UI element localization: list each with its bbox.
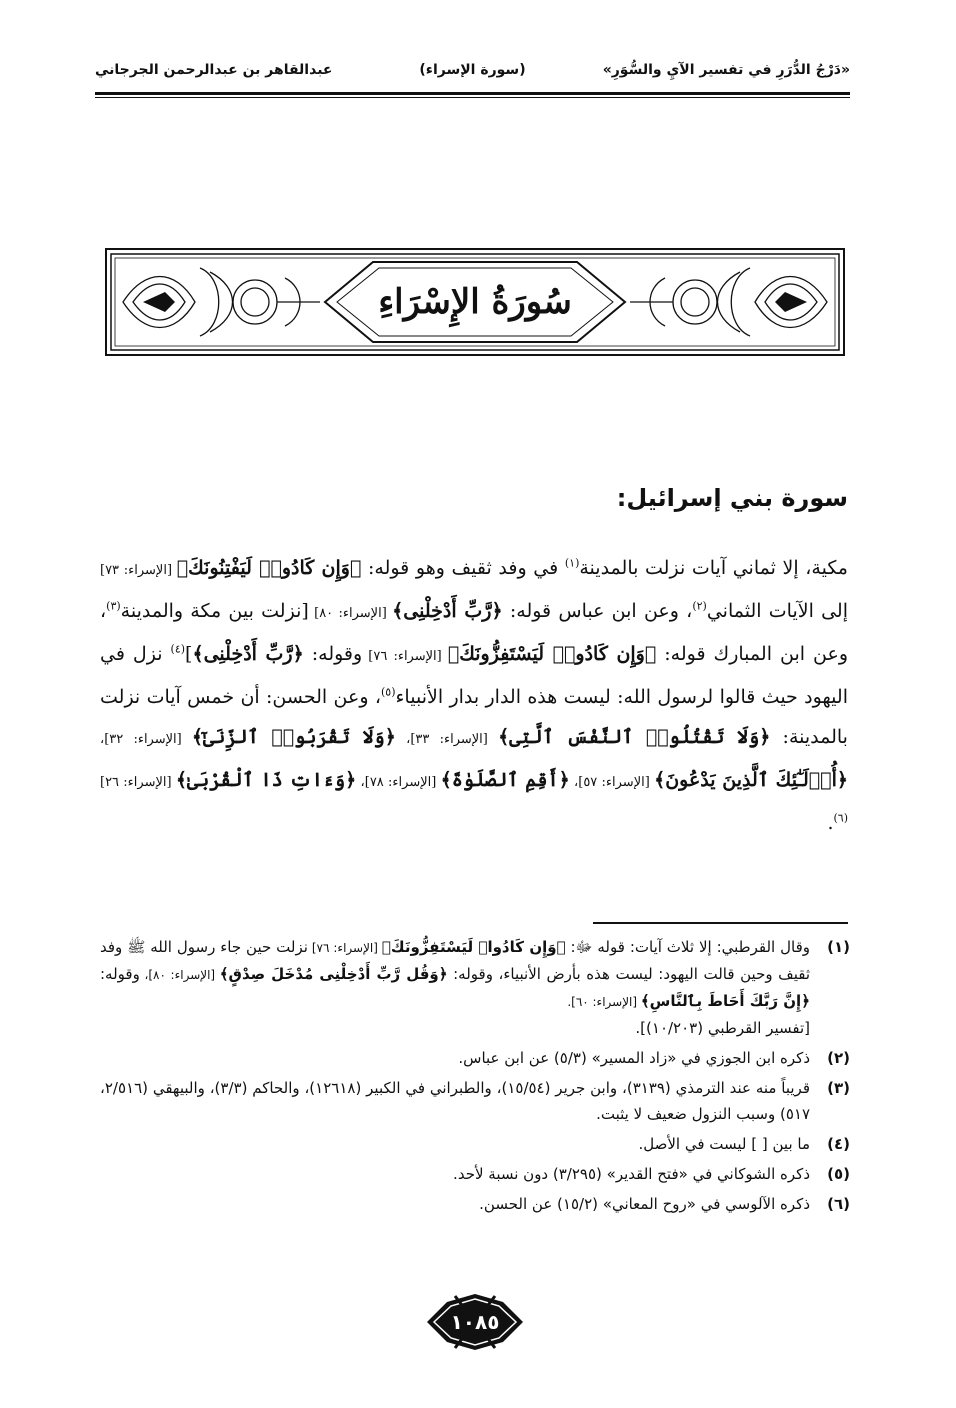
page-number: ١٠٨٥: [450, 1310, 500, 1334]
footnote-marker: (٣): [106, 599, 121, 613]
footnote-marker: (١): [564, 556, 580, 570]
surah-label: (سورة الإسراء): [419, 62, 526, 78]
verse-reference: [الإسراء: ٧٨]،: [356, 775, 441, 790]
footnote-number: (٣): [827, 1079, 850, 1097]
footnote-number: (٥): [827, 1165, 850, 1183]
footnote-4: [100, 1131, 850, 1157]
book-title: «دَرْجُ الدُّرَرِ في تفسير الآيِ والسُّوَرِ»: [602, 62, 850, 78]
footnote-2: [100, 1045, 850, 1071]
quran-verse: ﴿وَلَا تَقْتُلُوا۟ ٱلنَّفْسَ ٱلَّتِى﴾: [498, 726, 771, 748]
footnote-marker: (٤): [170, 642, 186, 656]
quran-verse: ﴿وَءَاتِ ذَا ٱلْقُرْبَىٰ﴾: [175, 769, 357, 791]
footnote-3: [100, 1075, 850, 1127]
footnote-marker: (٥): [380, 685, 396, 699]
verse-reference: [الإسراء: ٧٦]: [307, 941, 382, 955]
quran-verse: ﴿رَّبِّ أَدْخِلْنِى﴾: [392, 600, 503, 622]
verse-reference: [الإسراء: ٧٦]: [362, 649, 448, 664]
footnote-text: قريباً منه عند الترمذي (٣١٣٩)، وابن جرير (١٥/٥٤)، والطبراني في الكبير (١٢٦١٨)، والحاكم (٣/٣)، والبيهقي (٢/٥١٦، ٥١٧) وسبب النزول ضعيف لا يثبت.: [100, 1079, 810, 1123]
quran-verse: ﴿وَإِن كَادُوا۟ لَيَسْتَفِزُّونَكَ﴾: [447, 643, 657, 665]
surah-title: سُورَةُ الإِسْرَاءِ: [378, 282, 572, 322]
verse-reference: [الإسراء: ٧٣]: [100, 563, 177, 578]
body-text: نزل في اليهود حيث قالوا لرسول الله: ليست هذه الدار بدار الأنبياء: [100, 643, 848, 708]
verse-reference: [الإسراء: ٣٣]،: [395, 732, 499, 747]
footnote-text: ذكره الشوكاني في «فتح القدير» (٣/٢٩٥) دون نسبة لأحد.: [453, 1165, 810, 1183]
section-heading: سورة بني إسرائيل:: [616, 484, 848, 512]
quran-verse: ﴿وَلَا تَقْرَبُوا۟ ٱلزِّنَىٰٓ﴾: [191, 726, 396, 748]
footnote-separator: [593, 922, 848, 924]
quran-verse: ﴿وَقُل رَّبِّ أَدْخِلْنِى مُدْخَلَ صِدْقٍ﴾: [219, 965, 448, 983]
quran-verse: ﴿وَإِن كَادُوا۟ لَيَسْتَفِزُّونَكَ﴾: [381, 938, 566, 956]
footnote-text: وقوله:: [100, 965, 140, 983]
body-text: ، وعن ابن عباس قوله:: [502, 600, 693, 622]
body-text: وقوله:: [303, 643, 363, 665]
header-rule-thick: [95, 92, 850, 95]
main-text: [100, 548, 848, 843]
body-text: ، وعن الحسن: أن خمس آيات نزلت بالمدينة:: [100, 686, 848, 748]
footnote-5: [100, 1161, 850, 1187]
footnote-number: (٦): [827, 1195, 850, 1213]
page-number-ornament: [425, 1292, 525, 1352]
body-text: إلى الآيات الثماني: [706, 600, 848, 622]
footnote-marker: (٦): [833, 811, 848, 825]
footnote-text: ذكره الآلوسي في «روح المعاني» (١٥/٢) عن الحسن.: [479, 1195, 810, 1213]
quran-verse: ﴿إِنَّ رَبَّكَ أَحَاطَ بِٱلنَّاسِ﴾: [640, 992, 810, 1010]
surah-banner: [105, 248, 845, 356]
footnote-1: [100, 934, 850, 1041]
verse-reference: [الإسراء: ٨٠]: [308, 606, 393, 621]
verse-reference: [الإسراء: ٨٠]،: [139, 968, 220, 982]
verse-reference: [الإسراء: ٢٦]: [100, 775, 176, 790]
quran-verse: ﴿أُو۟لَـٰٓئِكَ ٱلَّذِينَ يَدْعُونَ﴾: [654, 769, 848, 791]
footnote-text: [تفسير القرطبي (١٠/٢٠٣)].: [635, 1019, 810, 1037]
verse-reference: [الإسراء: ٦٠].: [567, 995, 641, 1009]
footnote-text: نزلت حين جاء رسول الله ﷺ وفد ثقيف وحين قالت اليهود: ليست هذه بأرض الأنبياء، وقوله:: [100, 938, 810, 983]
footnote-6: [100, 1191, 850, 1217]
verse-reference: [الإسراء: ٣٢]،: [100, 732, 192, 747]
footnote-number: (١): [827, 938, 850, 956]
body-text: [نزلت بين مكة والمدينة: [120, 600, 309, 622]
footnote-text: ما بين [ ] ليست في الأصل.: [638, 1135, 810, 1153]
body-text: ، وعن ابن المبارك قوله:: [100, 600, 848, 665]
footnote-text: ذكره ابن الجوزي في «زاد المسير» (٥/٣) عن ابن عباس.: [458, 1049, 810, 1067]
quran-verse: ﴿أَقِمِ ٱلصَّلَوٰةَ﴾: [440, 769, 570, 791]
footnote-number: (٤): [827, 1135, 850, 1153]
body-text: مكية، إلا ثماني آيات نزلت بالمدينة: [579, 557, 848, 579]
footnotes: [100, 934, 850, 1221]
footnote-number: (٢): [827, 1049, 850, 1067]
body-text: ]: [185, 643, 193, 665]
body-text: في وفد ثقيف وهو قوله:: [361, 557, 565, 579]
quran-verse: ﴿رَّبِّ أَدْخِلْنِى﴾: [192, 643, 304, 665]
verse-reference: [الإسراء: ٥٧]،: [569, 775, 655, 790]
author-name: عبدالقاهر بن عبدالرحمن الجرجاني: [95, 62, 333, 78]
running-header: [95, 58, 850, 90]
quran-verse: ﴿وَإِن كَادُوا۟ لَيَفْتِنُونَكَ﴾: [176, 557, 362, 579]
header-rule-thin: [95, 97, 850, 98]
footnote-text: وقال القرطبي: إلا ثلاث آيات: قوله ﷻ:: [565, 938, 810, 956]
body-text: .: [827, 812, 834, 834]
footnote-marker: (٢): [692, 599, 707, 613]
